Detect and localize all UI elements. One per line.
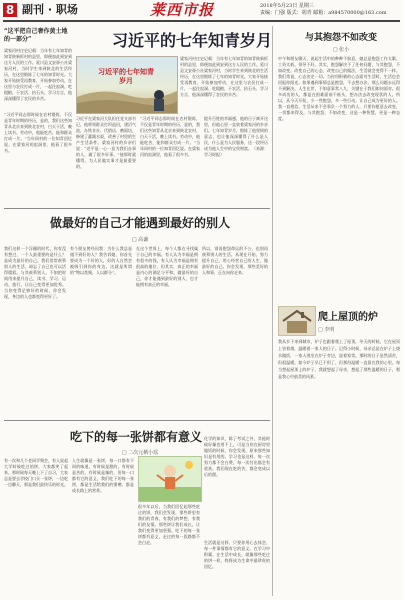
email-text: 邮箱：a984570000@163.com xyxy=(313,10,387,16)
article1-bottom-rule xyxy=(4,208,270,209)
cartoon-illustration xyxy=(138,456,202,502)
article3-body-col5: 生活就是这样，只要你用心去体会，每一件事情都有它的意义。在学习中积累，在生活中成长，就像那些吃过的饼一样，终将成为生命中最珍贵的回忆。 xyxy=(204,540,270,569)
article2-author: □ 高谦 xyxy=(131,237,149,243)
image-illustration xyxy=(77,57,177,113)
article1-body-col3: “习近平同志那时候在农村锻炼，不仅是青年时期的经历，是的，我们这些知青从北京来到陕北农村，白天干活，晚上读书。劳动中，他能吃苦，能和群众打成一片。”当年同村的一位知青回忆说。在梁家河的窑洞里，他看了很多书。 xyxy=(140,116,200,157)
article3-body-col1: 有一次和几个老同学聚会，有人说起大学时候吃过的饼，大家都笑了起来。那时候每天晚上下了自习，大家总是要去学校门口买一张饼，一边吃一边聊天，那是我们最快乐的时光。 xyxy=(4,458,68,487)
article2-body-col2: 有个朋友曾经问我：为什么我总是遇不到好的人？我告诉她，你首先要成为一个好的人，好的人自然会被吸引到你的身边。这就是所谓的“物以类聚，人以群分”。 xyxy=(70,246,132,275)
sidebar-author: □ 张小 xyxy=(332,47,350,53)
column-divider-right xyxy=(272,26,273,596)
header-editors xyxy=(260,10,386,16)
article3-body-col4: 化学的知识，除了考试之外，其他时候好像也用不上。可是当你在厨房里做饭的时候，你会发现，原来那些知识是有用的。学习也是这样，每一次努力都不会白费，每一次付出都会有收获。我们现在吃的苦，都会变成以后的甜。 xyxy=(204,436,270,477)
article2-body-col3: 在这个世界上，每个人都在寻找属于自己的幸福。有人认为幸福是拥有很多的钱，有人认为幸福是拥有很高的地位，但其实，真正的幸福是内心的满足与平和。做最好的自己，你才能遇到最好的别人，也才能拥有真正的幸福。 xyxy=(136,246,198,287)
article1-intro-title: “这平把自己奢作黄土地的一部分” xyxy=(4,28,68,43)
article1-image xyxy=(76,56,178,114)
house-icon xyxy=(279,307,315,335)
header-rule xyxy=(3,20,400,22)
article2-body-col1: 我们这样一个浮躁的时代，你有没有想过，一个人最重要的是什么？是成为最好的自己。我们常常羡慕别人的生活，却忘了自己也可以活得精彩。与其羡慕别人，不如把时间用来提升自己，读书、学习、运动、旅行，让自己变得更加优秀。当你变得足够好的时候，你会发现，身边的人也都变得更好了。 xyxy=(4,246,66,299)
sidebar-body: 中午和朋友聊天，说起生活中的种种不如意，她总是抱怨工作太累、工资太低、领导不好。其实，抱怨解决不了任何问题，与其抱怨，不如改变。改变自己的心态，改变自己的做法，生活就会变得不一样。我们常说，心态决定一切。当你用积极的心态面对生活时，生活也会回报你阳光。如果遇到事情总是抱怨，不去想办法，那么问题永远得不到解决。人生在世，不如意事常八九，关键在于我们如何面对。很多成功的人，都是在困难面前不低头，想办法去改变现状的人。所以，从今天开始，少一些抱怨，多一些行动，让自己成为更好的人。我一直相信，生活从来不会辜负一个努力的人，只要你愿意去改变，一切都来得及。与其抱怨，不如改变，这是一种智慧，更是一种态度。 xyxy=(278,56,400,121)
section-title: 副刊 · 职场 xyxy=(22,3,78,16)
article1-headline: 习近平的七年知青岁月 xyxy=(112,31,273,50)
article3-headline: 吃下的每一张饼都有意义 xyxy=(69,430,202,444)
article2-bottom-rule xyxy=(4,420,270,421)
poem-title: 爬上屋顶的炉 xyxy=(318,312,378,323)
article2-body-col4: 所以，别再抱怨命运的不公，也别再羡慕别人的生活。从现在开始，努力提升自己，用心经营自己的人生，做最好的自己。你会发现，那些美好的人和事，正在向你走来。 xyxy=(202,246,268,275)
poem-image xyxy=(278,306,316,336)
article1-body-col2: 习近平在梁家河大队担任党支部书记，他带领群众打坝造田，建沼气池，办铁业社、代销店、磨面坊，修建了灌溉水渠，改善了村里的生产生活条件。梁家河村的乡亲们说：“近平是一心一意为我们办事的人，做了很多好事。”他那时就懂得，为人民做实事才是最重要的。 xyxy=(76,116,136,169)
image-caption: 习近平的七年知青岁月 xyxy=(98,67,154,85)
header-date: 2018年5月23日 星期三 xyxy=(260,3,314,9)
article3-body-col2: 人生就像是一张饼，每一口都有不同的味道。有时候是甜的，有时候是苦的，有时候是辣的，但每一口都有它的意义。我们吃下的每一张饼，都是生活给我们的馈赠，都是成长路上的营养。 xyxy=(72,458,134,493)
poem-author: □ 李明 xyxy=(318,327,335,333)
article1-body-col3b: 梁家河村庄史记载：当年有七年知青的知青陕新拆村的县里，即便加此到安到这方人民的工作。延川县文安驿公社梁家河村，当时学生来到陕北的生活经历，在这里锻炼了七年的知青时光。大家开始接受再教育，开始参加劳动，在这里与农民打成一片，一起住窑洞、吃粗粮、干农活、抬石头、学习方言，他深深懂得了农民的辛苦。 xyxy=(180,56,268,97)
article1-body-col1b: “习近平同志那时候在农村锻炼，不仅是青年时期的经历，是的，我们这些知青从北京来到陕北农村，白天干活，晚上读书。劳动中，他能吃苦，能和群众打成一片。”当年同村的一位知青回忆说。在梁家河的窑洞里，他看了很多书。 xyxy=(4,112,72,153)
article3-author: □ 二次元栖小瑶 xyxy=(121,450,159,456)
cartoon-figure-icon xyxy=(139,457,201,501)
article1-body-col4: 提升百姓的幸福感，他的日子离开这里，但他心里一直装着梁家河的乡亲们。七年知青岁月，锻炼了他坚韧的意志，也让他深深懂得了什么是人民，什么是为人民服务，这一段经历成为他人生中的宝贵财富。（来源：学习时报） xyxy=(204,116,268,157)
page-number-badge: 8 xyxy=(3,3,17,17)
poem-body: 我从乡下来到城市，炉子也跟着爬上了屋顶，冬天的时候，它在屋顶上冒着烟，温暖着一家人的日子。记得小时候，母亲总是在炉子上烧水做饭，一家人围坐在炉子旁边，说着家常。那时的日子虽然清苦，但很温暖。如今炉子早已不用了，但那份温暖一直留在我的心里。每当想起屋顶上的炉子，我就想起了母亲，想起了那些温暖的日子，那是我心中最美的风景。 xyxy=(278,339,400,379)
editors-text: 责编：门强 版式：胡青 xyxy=(260,10,312,16)
article3-body-col3: 很多年以后，当我们回忆起那些吃过的饼，我们会发现，那些饼里有我们的青春，有我们的梦想，有我们的友情。那些饼让我们成长，让我们变得更加坚强。吃下的每一张饼都有意义，走过的每一段路都不会白走。 xyxy=(138,504,200,545)
sidebar-title: 与其抱怨不如改变 xyxy=(304,33,377,43)
article2-headline: 做最好的自己才能遇到最好的别人 xyxy=(49,216,230,230)
masthead: 莱西市报 xyxy=(150,1,215,19)
article1-body-col1a: 梁家河村庄史记载：当年有七年知青的知青陕新拆村的县里，即便加此到安到这方人民的工作。延川县文安驿公社梁家河村，当时学生来到陕北的生活经历，在这里锻炼了七年的知青时光。大家开始接受再教育，开始参加劳动，在这里与农民打成一片，一起住窑洞、吃粗粮、干农活、抬石头、学习方言，他深深懂得了农民的辛苦。 xyxy=(4,48,72,101)
